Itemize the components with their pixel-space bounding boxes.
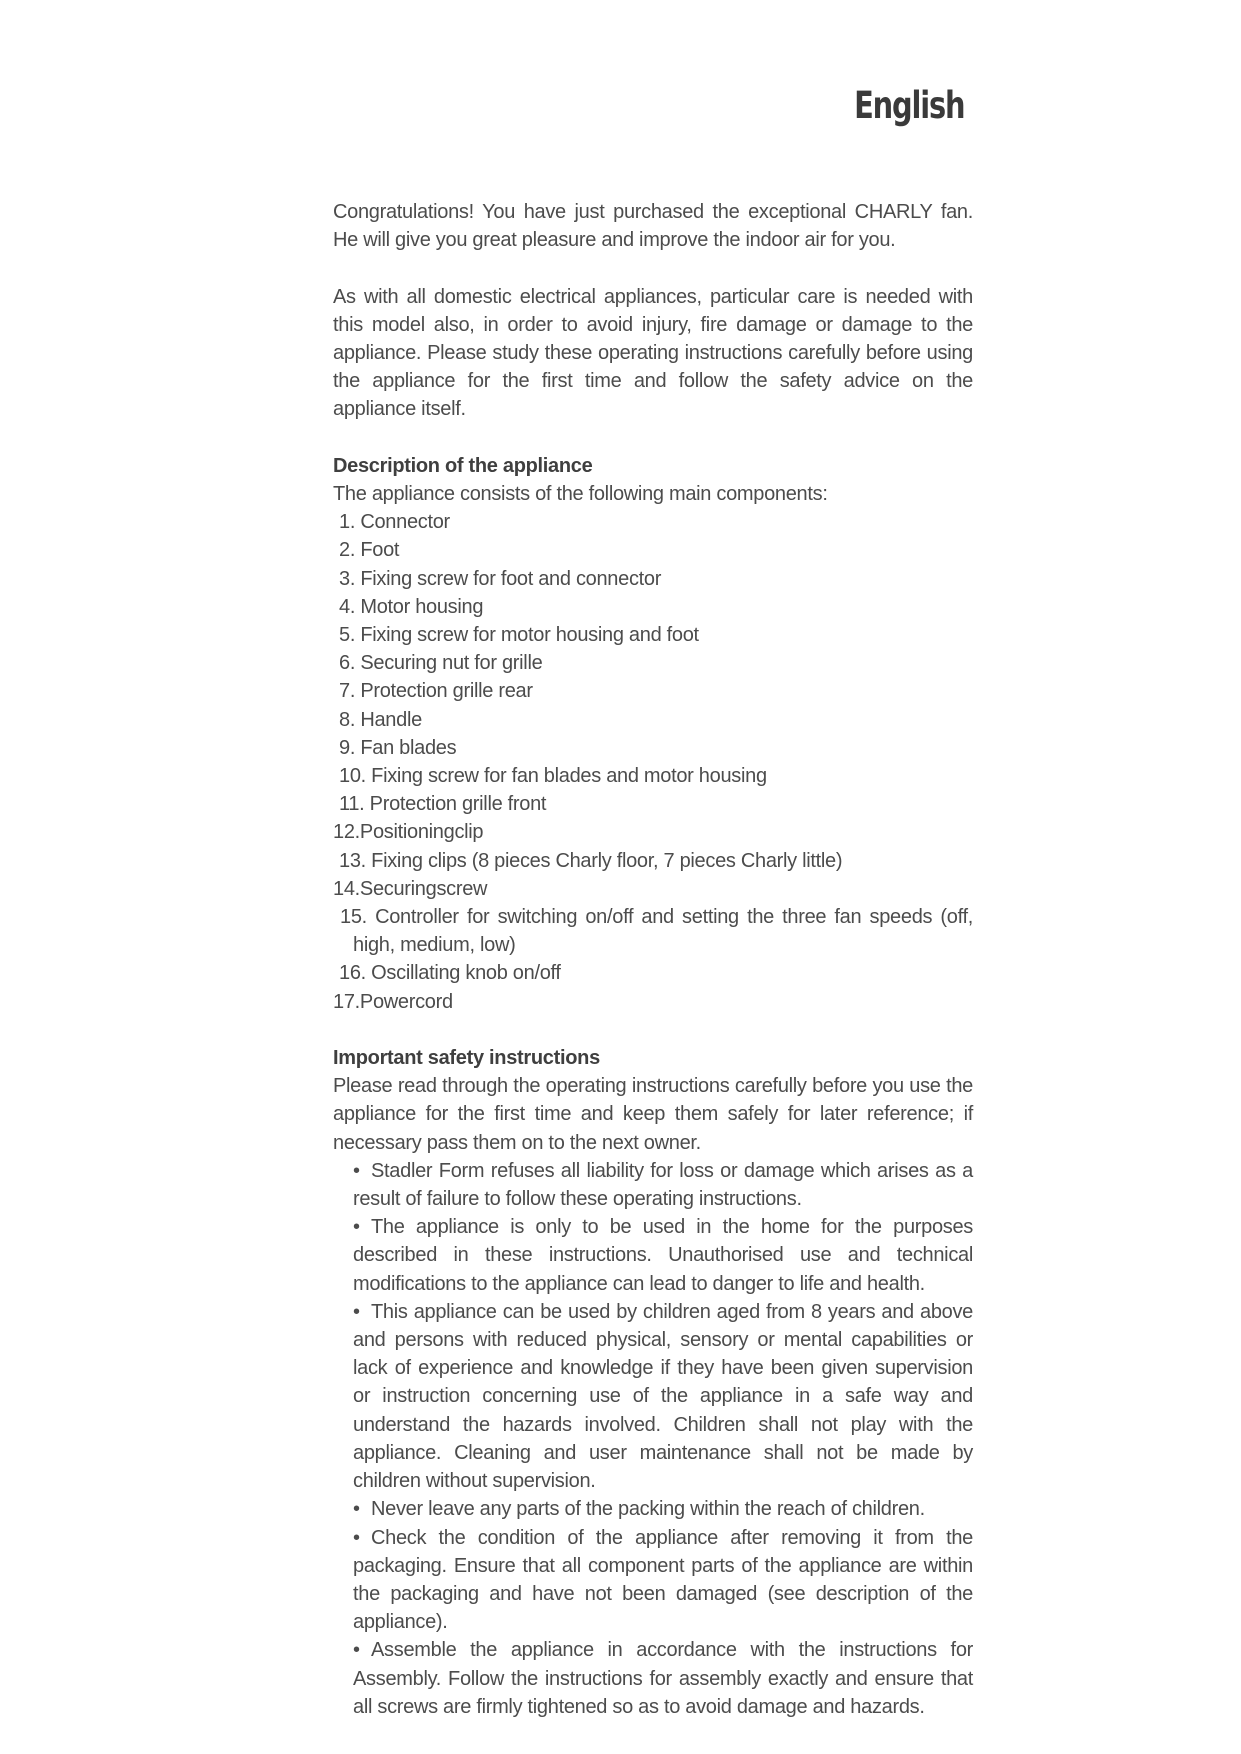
component-item: 17.Powercord (333, 990, 453, 1013)
safety-item (353, 1524, 973, 1637)
bullet-icon: • (353, 1159, 360, 1182)
bullet-icon: • (353, 1216, 360, 1239)
bullet-icon: • (353, 1639, 360, 1662)
component-item: 14.Securingscrew (333, 877, 488, 900)
intro-paragraph: As with all domestic electrical appliances, particular care is needed with this model also, in order to avoid injury, fire damage or damage to the appliance. Please study these operating instructions carefully before using the appliance for the first time and follow the safety advice on the appliance itself. (333, 285, 973, 421)
component-item: 9. Fan blades (339, 736, 457, 759)
safety-item-text: Check the condition of the appliance after removing it from the packaging. Ensure that all component parts of the appliance are within the packaging and have not been damaged (see description of the appliance). (353, 1526, 973, 1634)
safety-item-text: Assemble the appliance in accordance with the instructions for Assembly. Follow the instructions for assembly exactly and ensure that all screws are firmly tightened so as to avoid damage and hazards. (353, 1639, 973, 1718)
safety-item (353, 1636, 973, 1721)
components-list (333, 508, 973, 1016)
component-item: 10. Fixing screw for fan blades and motor housing (339, 765, 767, 788)
safety-item-text: This appliance can be used by children aged from 8 years and above and persons with reduced physical, sensory or mental capabilities or lack of experience and knowledge if they have been given supervision or instruction concerning use of the appliance in a safe way and understand the hazards involved. Children shall not play with the appliance. Cleaning and user maintenance shall not be made by children without supervision. (353, 1300, 973, 1493)
component-item: 5. Fixing screw for motor housing and foot (339, 624, 699, 647)
safety-section (333, 1044, 973, 1721)
intro-paragraph: Congratulations! You have just purchased the exceptional CHARLY fan. He will give you great pleasure and improve the indoor air for you. (333, 201, 973, 252)
component-item: 4. Motor housing (339, 595, 484, 618)
safety-title: Important safety instructions (333, 1047, 600, 1070)
component-item: 11. Protection grille front (339, 793, 547, 816)
component-item: 15. Controller for switching on/off and setting the three fan speeds (off, high, medium, low) (340, 906, 973, 957)
component-item: 13. Fixing clips (8 pieces Charly floor, 7 pieces Charly little) (339, 849, 843, 872)
bullet-icon: • (353, 1300, 360, 1323)
component-item: 16. Oscillating knob on/off (339, 962, 561, 985)
safety-item (353, 1157, 973, 1213)
description-lead: The appliance consists of the following main components: (333, 483, 828, 505)
component-item: 6. Securing nut for grille (339, 652, 543, 675)
bullet-icon: • (353, 1498, 360, 1521)
component-item: 8. Handle (339, 708, 422, 731)
safety-item-text: Stadler Form refuses all liability for loss or damage which arises as a result of failure to follow these operating instructions. (353, 1159, 973, 1211)
safety-item-text: Never leave any parts of the packing within the reach of children. (371, 1498, 925, 1521)
safety-item-text: The appliance is only to be used in the home for the purposes described in these instructions. Unauthorised use and technical modifications to the appliance can lead to danger to life and health. (353, 1216, 973, 1295)
safety-item (353, 1495, 973, 1523)
bullet-icon: • (353, 1526, 360, 1549)
language-heading: English (853, 84, 964, 127)
safety-item (353, 1298, 973, 1495)
component-item: 7. Protection grille rear (339, 680, 533, 703)
component-item: 12.Positioningclip (333, 821, 484, 844)
component-item: 2. Foot (339, 539, 400, 562)
safety-list (333, 1157, 973, 1721)
description-title: Description of the appliance (333, 454, 593, 477)
description-section (333, 452, 973, 1016)
component-item: 3. Fixing screw for foot and connector (339, 567, 662, 590)
safety-lead: Please read through the operating instructions carefully before you use the appliance for the first time and keep them safely for later reference; if necessary pass them on to the next owner. (333, 1075, 973, 1154)
component-item: 1. Connector (339, 511, 450, 534)
manual-content (333, 198, 973, 1721)
safety-item (353, 1213, 973, 1298)
